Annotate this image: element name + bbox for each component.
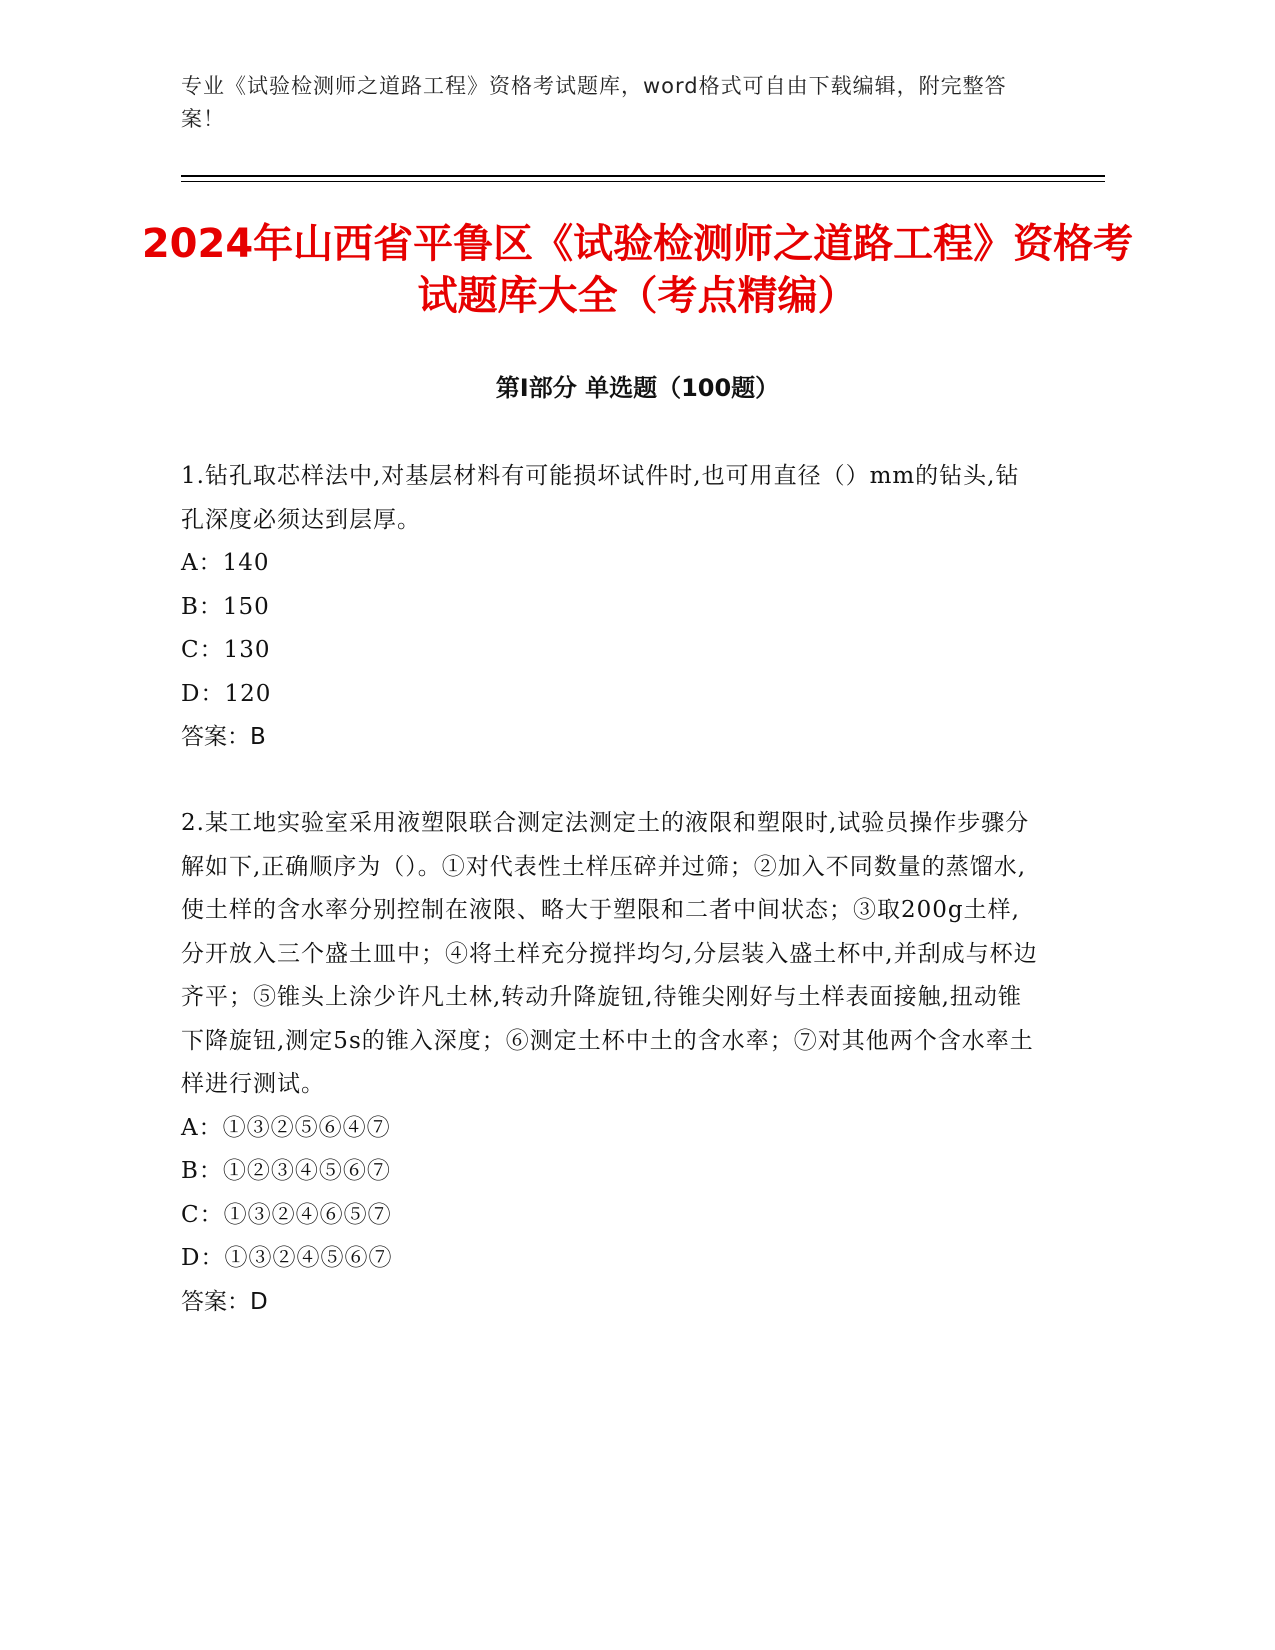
option-c: C：①③②④⑥⑤⑦ xyxy=(181,1201,392,1228)
option-b: B：150 xyxy=(181,593,270,620)
answer: 答案：B xyxy=(181,724,266,750)
question-stem: 1.钻孔取芯样法中,对基层材料有可能损坏试件时,也可用直径（）mm的钻头,钻孔深度必须达到层厚。 xyxy=(181,463,1020,533)
option-a: A：140 xyxy=(181,550,270,576)
question-stem: 2.某工地实验室采用液塑限联合测定法测定土的液限和塑限时,试验员操作步骤分解如下,正确顺序为（）。①对代表性土样压碎并过筛；②加入不同数量的蒸馏水,使土样的含水率分别控制在液限、略大于塑限和二者中间状态；③取200g土样,分开放入三个盛土皿中；④将土样充分搅拌均匀,分层装入盛土杯中,并刮成与杯边齐平；⑤锥头上涂少许凡土林,转动升降旋钮,待锥尖刚好与土样表面接触,扭动锥下降旋钮,测定5s的锥入深度；⑥测定土杯中土的含水率；⑦对其他两个含水率土样进行测试。 xyxy=(181,810,1038,1097)
header-rule-thin xyxy=(181,181,1105,182)
answer: 答案：D xyxy=(181,1288,268,1315)
question-2 xyxy=(181,802,1041,1324)
option-c: C：130 xyxy=(181,637,271,663)
document-title: 2024年山西省平鲁区《试验检测师之道路工程》资格考试题库大全（考点精编） xyxy=(141,221,1134,319)
option-b: B：①②③④⑤⑥⑦ xyxy=(181,1158,391,1184)
option-list xyxy=(181,1107,1041,1281)
question-1 xyxy=(181,455,1041,760)
option-list xyxy=(181,542,1041,716)
section-title: 第I部分 单选题（100题） xyxy=(495,374,780,402)
header-note: 专业《试验检测师之道路工程》资格考试题库，word格式可自由下载编辑，附完整答案！ xyxy=(181,74,1007,131)
header-rule-thick xyxy=(181,175,1105,177)
option-a: A：①③②⑤⑥④⑦ xyxy=(181,1114,391,1141)
option-d: D：120 xyxy=(181,680,272,707)
option-d: D：①③②④⑤⑥⑦ xyxy=(181,1245,393,1271)
